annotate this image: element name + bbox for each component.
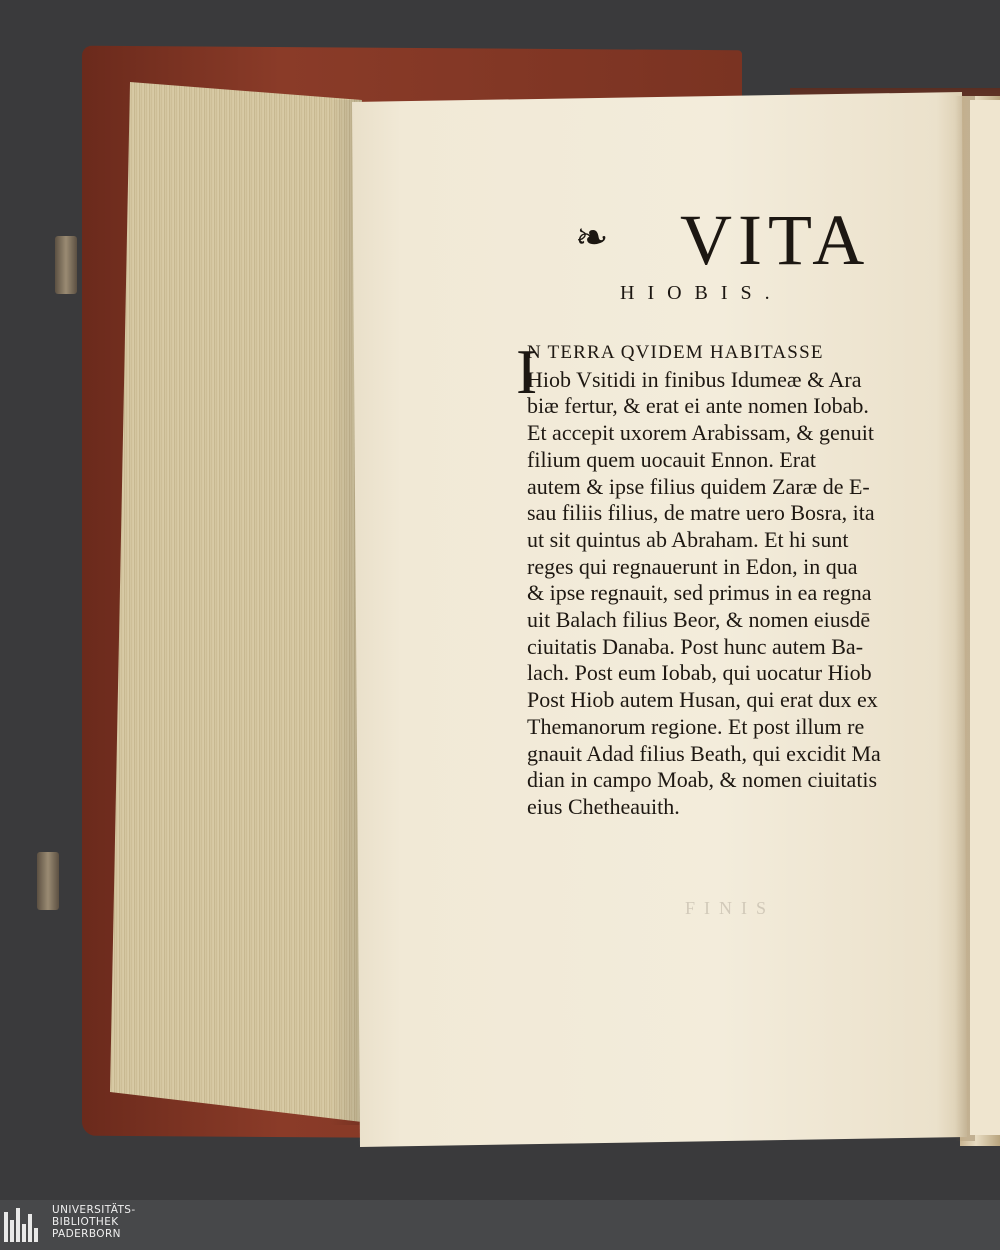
show-through-text: FINIS — [685, 898, 776, 918]
page-title: VITA — [680, 200, 871, 280]
text-line: sau filiis filius, de matre uero Bosra, ita — [527, 500, 875, 526]
drop-capital: I — [516, 336, 538, 407]
library-logo-bars-icon — [4, 1208, 44, 1242]
library-logo-text — [52, 1204, 136, 1240]
text-line: & ipse regnauit, sed primus in ea regna — [527, 580, 872, 606]
text-line: lach. Post eum Iobab, qui uocatur Hiob — [527, 660, 872, 686]
body-text — [527, 340, 957, 821]
text-line: autem & ipse filius quidem Zaræ de E- — [527, 473, 870, 499]
text-line: N TERRA QVIDEM HABITASSE — [527, 342, 824, 363]
logo-line-3: PADERBORN — [52, 1228, 121, 1240]
logo-bar — [34, 1228, 38, 1242]
page-subtitle: HIOBIS. — [620, 282, 783, 304]
text-line: Post Hiob autem Husan, qui erat dux ex — [527, 687, 878, 713]
logo-bar — [28, 1214, 32, 1242]
text-line: Hiob Vsitidi in finibus Idumeæ & Ara — [527, 366, 862, 392]
logo-bar — [10, 1220, 14, 1242]
facing-page-edge — [970, 100, 1000, 1135]
clasp-bottom-icon — [37, 852, 59, 910]
text-line: biæ fertur, & erat ei ante nomen Iobab. — [527, 393, 869, 419]
logo-bar — [16, 1208, 20, 1242]
text-line: ut sit quintus ab Abraham. Et hi sunt — [527, 526, 849, 552]
logo-bar — [4, 1212, 8, 1242]
text-line: Themanorum regione. Et post illum re — [527, 713, 865, 739]
footer-bar — [0, 1200, 1000, 1250]
text-line: Et accepit uxorem Arabissam, & genuit — [527, 420, 875, 446]
text-line: gnauit Adad filius Beath, qui excidit Ma — [527, 740, 881, 766]
logo-line-2: BIBLIOTHEK — [52, 1216, 119, 1228]
fleuron-ornament-icon: ❧ — [575, 215, 609, 261]
text-line: ciuitatis Danaba. Post hunc autem Ba- — [527, 633, 864, 659]
page-fore-edge — [100, 82, 362, 1122]
clasp-top-icon — [55, 236, 77, 294]
text-line: uit Balach filius Beor, & nomen eiusdē — [527, 607, 871, 633]
text-line: filium quem uocauit Ennon. Erat — [527, 446, 816, 472]
logo-line-1: UNIVERSITÄTS- — [52, 1204, 136, 1216]
logo-bar — [22, 1224, 26, 1242]
text-line: dian in campo Moab, & nomen ciuitatis — [527, 767, 878, 793]
text-line: reges qui regnauerunt in Edon, in qua — [527, 553, 858, 579]
text-line: eius Chetheauith. — [527, 793, 680, 819]
